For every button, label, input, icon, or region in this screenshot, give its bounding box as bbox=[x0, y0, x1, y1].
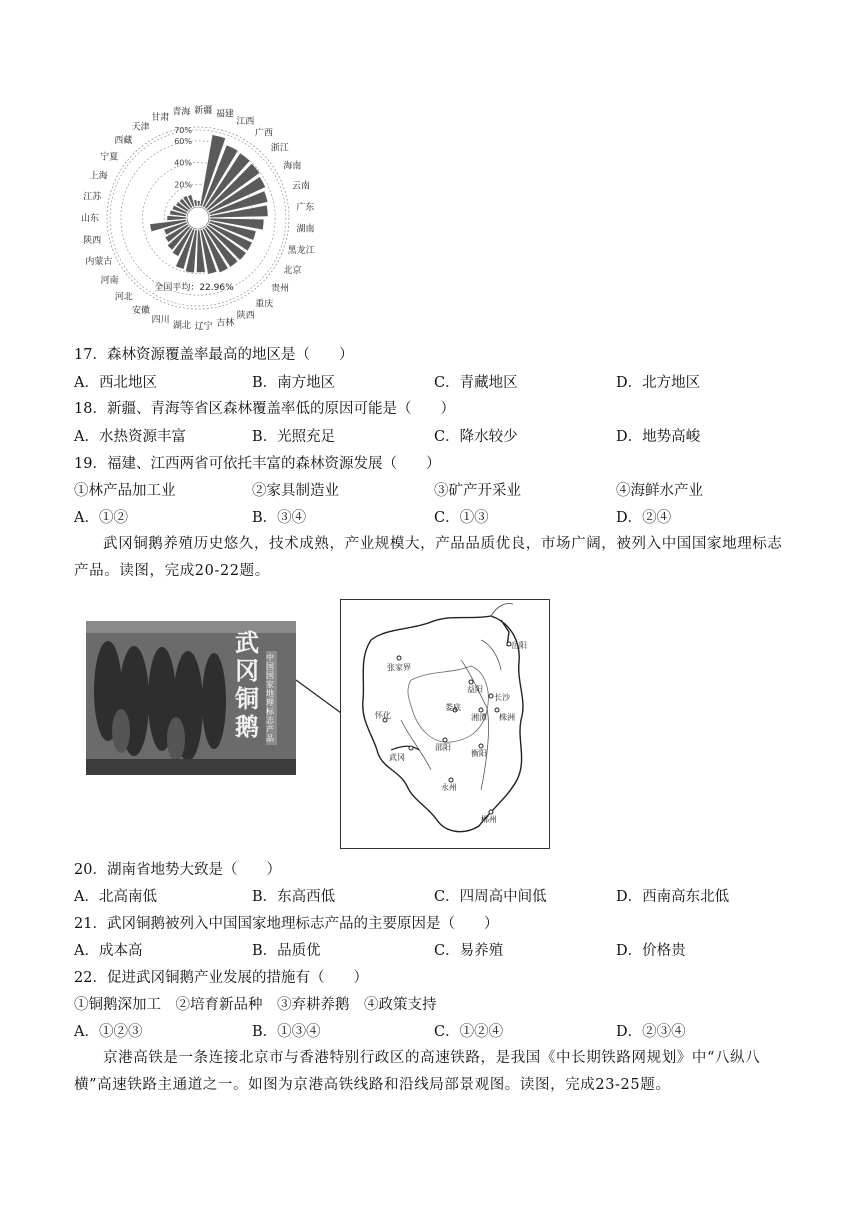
rose-average-label: 全国平均：22.96% bbox=[154, 283, 234, 293]
q19-stem: 19．福建、江西两省可依托丰富的森林资源发展（ ） bbox=[74, 456, 441, 472]
q17-option-d[interactable]: D．北方地区 bbox=[616, 375, 701, 391]
rose-category-label: 浙江 bbox=[270, 143, 289, 154]
rose-category-label: 四川 bbox=[151, 315, 170, 326]
map-city-yongzhou: 永州 bbox=[441, 783, 457, 792]
q20-option-c[interactable]: C．四周高中间低 bbox=[434, 889, 547, 905]
map-city-shaoyang: 邵阳 bbox=[435, 743, 451, 752]
q22-option-c[interactable]: C．①②④ bbox=[434, 1024, 504, 1040]
rose-category-label: 黑龙江 bbox=[287, 246, 315, 257]
q19-item-1: ①林产品加工业 bbox=[74, 483, 176, 499]
map-city-zhuzhou: 株洲 bbox=[499, 713, 515, 722]
q21-option-b[interactable]: B．品质优 bbox=[252, 943, 321, 959]
rose-category-label: 甘肃 bbox=[151, 112, 170, 123]
rose-tick-label: 40% bbox=[174, 158, 192, 168]
hunan-outline bbox=[341, 600, 549, 848]
forest-coverage-rose-chart bbox=[70, 98, 315, 343]
q19-option-d[interactable]: D．②④ bbox=[616, 510, 672, 526]
rose-tick-label: 70% bbox=[174, 126, 192, 135]
q20-stem: 20．湖南省地势大致是（ ） bbox=[74, 862, 281, 878]
rose-center bbox=[187, 207, 209, 229]
rose-category-label: 吉林 bbox=[216, 318, 235, 329]
passage-beijing-hongkong-railway: 京港高铁是一条连接北京市与香港特别行政区的高速铁路，是我国《中长期铁路网规划》中“八纵八横”高速铁路主通道之一。如图为京港高铁线路和沿线局部景观图。读图，完成23-25题。 bbox=[74, 1050, 761, 1093]
rose-category-label: 上海 bbox=[89, 171, 108, 182]
rose-tick-label: 20% bbox=[174, 180, 192, 190]
map-city-xiangtan: 湘潭 bbox=[471, 713, 487, 722]
rose-category-label: 河北 bbox=[114, 292, 133, 303]
map-city-yiyang: 益阳 bbox=[467, 685, 483, 694]
q22-stem: 22．促进武冈铜鹅产业发展的措施有（ ） bbox=[74, 970, 368, 986]
q22-option-b[interactable]: B．①③④ bbox=[252, 1024, 321, 1040]
q20-option-d[interactable]: D．西南高东北低 bbox=[616, 889, 730, 905]
rose-category-label: 陕西 bbox=[83, 235, 102, 246]
q22-option-a[interactable]: A．①②③ bbox=[74, 1024, 143, 1040]
q18-option-b[interactable]: B．光照充足 bbox=[252, 429, 336, 445]
rose-bar-新疆 bbox=[197, 201, 200, 206]
q19-item-4: ④海鲜水产业 bbox=[616, 483, 703, 499]
rose-category-label: 云南 bbox=[291, 181, 310, 192]
rose-category-label: 江西 bbox=[236, 116, 255, 127]
hunan-province-map bbox=[340, 599, 550, 849]
photo-title-char-3: 铜 bbox=[235, 685, 259, 713]
q19-option-c[interactable]: C．①③ bbox=[434, 510, 489, 526]
rose-category-label: 青海 bbox=[172, 107, 191, 118]
q22-items: ①铜鹅深加工 ②培育新品种 ③弃耕养鹅 ④政策支持 bbox=[74, 997, 437, 1013]
rose-category-label: 广东 bbox=[296, 202, 315, 213]
rose-category-label: 江苏 bbox=[83, 192, 102, 203]
rose-category-label: 河南 bbox=[100, 275, 119, 286]
q19-item-3: ③矿产开采业 bbox=[434, 483, 521, 499]
map-city-yueyang: 岳阳 bbox=[511, 641, 527, 650]
rose-category-label: 西藏 bbox=[114, 135, 133, 146]
map-city-loudi: 娄底 bbox=[445, 703, 461, 712]
rose-category-label: 广西 bbox=[254, 128, 273, 139]
rose-category-label: 湖北 bbox=[172, 320, 191, 331]
rose-category-label: 北京 bbox=[283, 266, 302, 277]
rose-category-label: 天津 bbox=[131, 122, 150, 133]
q18-option-d[interactable]: D．地势高峻 bbox=[616, 429, 701, 445]
map-city-chenzhou: 郴州 bbox=[481, 815, 497, 824]
photo-title-char-1: 武 bbox=[235, 629, 259, 657]
rose-category-label: 山东 bbox=[80, 214, 100, 225]
q22-option-d[interactable]: D．②③④ bbox=[616, 1024, 686, 1040]
photo-title-char-4: 鹅 bbox=[235, 713, 259, 741]
q21-option-d[interactable]: D．价格贵 bbox=[616, 943, 686, 959]
q17-option-b[interactable]: B．南方地区 bbox=[252, 375, 336, 391]
map-city-huaihua: 怀化 bbox=[375, 711, 391, 720]
q18-stem: 18．新疆、青海等省区森林覆盖率低的原因可能是（ ） bbox=[74, 401, 455, 417]
rose-category-label: 福建 bbox=[215, 109, 234, 120]
q19-option-a[interactable]: A．①② bbox=[74, 510, 128, 526]
map-city-zhangjiajie: 张家界 bbox=[387, 663, 411, 672]
map-city-changsha: 长沙 bbox=[494, 693, 510, 702]
rose-category-label: 宁夏 bbox=[100, 152, 119, 163]
rose-category-label: 新疆 bbox=[194, 106, 213, 117]
rose-category-label: 内蒙古 bbox=[85, 256, 113, 267]
q21-stem: 21．武冈铜鹅被列入中国国家地理标志产品的主要原因是（ ） bbox=[74, 916, 499, 932]
q17-option-a[interactable]: A．西北地区 bbox=[74, 375, 157, 391]
passage-wugang-goose: 武冈铜鹅养殖历史悠久，技术成熟，产业规模大，产品品质优良，市场广阔，被列入中国国家地理标志产品。读图，完成20-22题。 bbox=[74, 536, 783, 579]
photo-title-char-2: 冈 bbox=[235, 657, 259, 685]
rose-tick-label: 60% bbox=[174, 136, 192, 146]
rose-category-label: 辽宁 bbox=[194, 321, 213, 332]
q21-option-a[interactable]: A．成本高 bbox=[74, 943, 143, 959]
rose-category-label: 贵州 bbox=[271, 284, 290, 295]
q21-option-c[interactable]: C．易养殖 bbox=[434, 943, 504, 959]
rose-category-label: 湖南 bbox=[296, 224, 315, 235]
rose-category-label: 海南 bbox=[283, 161, 302, 172]
q19-option-b[interactable]: B．③④ bbox=[252, 510, 307, 526]
geographic-indication-badge: 中国国家地理标志产品 bbox=[266, 651, 277, 745]
map-city-wugang: 武冈 bbox=[389, 753, 405, 762]
q20-option-a[interactable]: A．北高南低 bbox=[74, 889, 157, 905]
q19-item-2: ②家具制造业 bbox=[252, 483, 339, 499]
rose-category-label: 陕西 bbox=[236, 310, 255, 321]
hanging-geese-image bbox=[86, 621, 296, 775]
q17-stem: 17．森林资源覆盖率最高的地区是（ ） bbox=[74, 347, 354, 363]
q17-option-c[interactable]: C．青藏地区 bbox=[434, 375, 518, 391]
q18-option-c[interactable]: C．降水较少 bbox=[434, 429, 518, 445]
map-city-hengyang: 衡阳 bbox=[471, 749, 487, 758]
goose-product-photo bbox=[86, 621, 296, 775]
rose-category-label: 安徽 bbox=[132, 305, 151, 316]
q20-option-b[interactable]: B．东高西低 bbox=[252, 889, 336, 905]
rose-category-label: 重庆 bbox=[255, 299, 274, 310]
q18-option-a[interactable]: A．水热资源丰富 bbox=[74, 429, 186, 445]
